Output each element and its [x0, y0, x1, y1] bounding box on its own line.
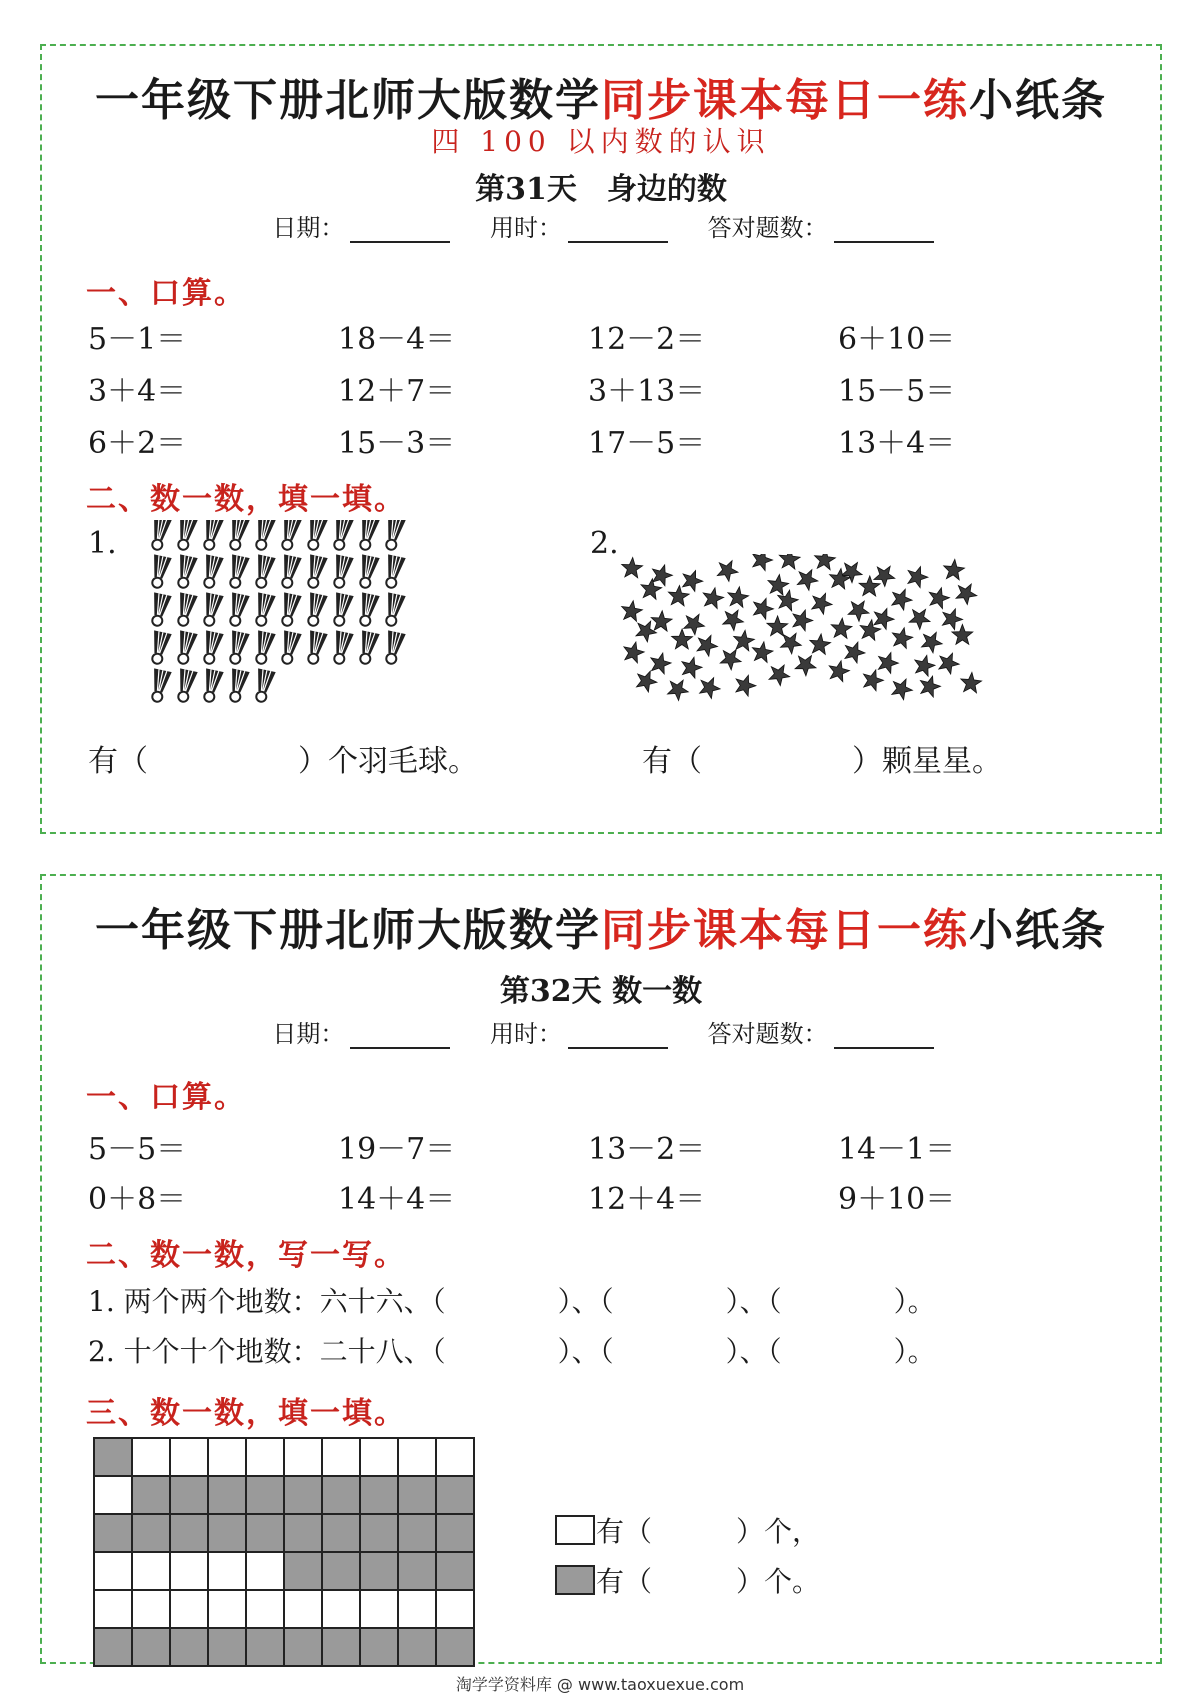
star-icon — [622, 601, 643, 622]
meta-line — [42, 208, 1160, 243]
equation: 5－1＝ — [88, 322, 187, 357]
white-square — [132, 1552, 170, 1590]
star-icon — [668, 586, 689, 606]
shuttlecock-icon — [329, 630, 353, 665]
star-icon — [829, 661, 849, 682]
star-icon — [636, 621, 657, 642]
section-count-fill: 二、数一数，填一填。 — [86, 482, 406, 517]
gray-square — [208, 1476, 246, 1514]
day-title: 第32天 数一数 — [499, 974, 703, 1009]
shuttlecock-icon — [277, 592, 301, 627]
star-icon — [848, 601, 869, 621]
star-icon — [831, 618, 852, 638]
shuttlecock-icon — [173, 520, 197, 551]
gray-square — [132, 1514, 170, 1552]
shuttlecock-icon — [303, 554, 327, 589]
white-square — [132, 1438, 170, 1476]
shuttlecock-icon — [277, 630, 301, 665]
section-mental-math: 一、口算。 — [86, 1080, 246, 1115]
day-title: 第31天 身边的数 — [475, 172, 727, 207]
shuttlecock-icon — [381, 630, 405, 665]
star-icon — [697, 635, 718, 656]
section-count-fill: 三、数一数，填一填。 — [86, 1396, 406, 1431]
star-icon — [797, 570, 818, 591]
shuttlecock-icon — [355, 592, 379, 627]
star-icon — [920, 676, 940, 697]
shuttlecock-icon — [199, 520, 223, 551]
gray-square — [436, 1552, 474, 1590]
title-red: 同步课本每日一练 — [601, 75, 969, 126]
shuttlecock-picture — [120, 520, 420, 720]
shuttlecock-icon — [251, 554, 275, 589]
shuttlecock-icon — [225, 554, 249, 589]
equation: 18－4＝ — [338, 322, 456, 357]
gray-square — [436, 1514, 474, 1552]
question-number-1: 1. — [88, 526, 117, 561]
star-icon — [845, 642, 865, 663]
shuttlecock-icon — [147, 592, 171, 627]
white-square — [246, 1438, 284, 1476]
gray-square — [322, 1476, 360, 1514]
star-icon — [700, 678, 721, 699]
star-icon — [956, 584, 977, 605]
star-icon — [908, 567, 928, 588]
white-square — [284, 1438, 322, 1476]
shuttlecock-icon — [173, 592, 197, 627]
star-icon — [909, 609, 930, 629]
gray-square — [94, 1438, 132, 1476]
date-blank[interactable] — [350, 1023, 450, 1049]
white-square — [170, 1552, 208, 1590]
star-icon — [961, 672, 982, 693]
shuttlecock-icon — [147, 630, 171, 665]
white-square — [170, 1438, 208, 1476]
star-icon — [624, 642, 644, 663]
star-icon — [793, 610, 813, 631]
shuttlecock-icon — [251, 520, 275, 551]
star-icon — [728, 587, 749, 608]
star-icon — [939, 653, 959, 674]
star-icon — [684, 614, 705, 635]
gray-square — [170, 1476, 208, 1514]
question-number-2: 2. — [590, 526, 619, 561]
star-icon — [795, 656, 816, 676]
star-icon — [892, 679, 913, 700]
shuttlecock-icon — [199, 554, 223, 589]
equation: 15－3＝ — [338, 426, 456, 461]
equation: 12＋7＝ — [338, 374, 456, 409]
star-icon — [752, 642, 773, 663]
equation: 17－5＝ — [588, 426, 706, 461]
star-icon — [754, 598, 774, 619]
shuttlecock-icon — [225, 592, 249, 627]
title-black: 一年级下册北师大版数学 — [95, 75, 601, 126]
gray-square — [284, 1552, 322, 1590]
time-blank[interactable] — [568, 217, 668, 243]
star-icon — [768, 575, 789, 596]
white-square — [208, 1438, 246, 1476]
gray-square — [398, 1628, 436, 1666]
gray-square — [436, 1628, 474, 1666]
white-square — [398, 1590, 436, 1628]
shuttlecock-icon — [147, 668, 171, 703]
correct-label: 答对题数： — [707, 1020, 828, 1048]
equation: 5－5＝ — [88, 1132, 187, 1167]
gray-square — [132, 1628, 170, 1666]
star-icon — [769, 665, 790, 686]
gray-square — [436, 1476, 474, 1514]
gray-square — [208, 1628, 246, 1666]
white-square — [208, 1590, 246, 1628]
shuttlecock-icon — [173, 630, 197, 665]
gray-square — [360, 1476, 398, 1514]
shuttlecock-icon — [277, 554, 301, 589]
correct-label: 答对题数： — [707, 214, 828, 242]
title-black: 一年级下册北师大版数学 — [95, 905, 601, 956]
white-square — [436, 1590, 474, 1628]
star-icon — [651, 653, 671, 674]
star-icon — [892, 589, 912, 610]
equation: 13－2＝ — [588, 1132, 706, 1167]
star-icon — [622, 558, 643, 578]
star-icon — [767, 616, 788, 636]
shuttlecock-icon — [199, 630, 223, 665]
shuttlecock-icon — [251, 630, 275, 665]
white-square — [246, 1552, 284, 1590]
equation: 19－7＝ — [338, 1132, 456, 1167]
shuttle-answer-line: 有（ ）个羽毛球。 — [88, 744, 478, 779]
gray-square — [170, 1628, 208, 1666]
shuttlecock-icon — [199, 592, 223, 627]
gray-square — [398, 1514, 436, 1552]
star-icon — [810, 634, 831, 655]
equation: 14－1＝ — [838, 1132, 956, 1167]
shuttlecock-icon — [303, 520, 327, 551]
white-square — [360, 1438, 398, 1476]
worksheet-card-day32 — [40, 874, 1162, 1664]
time-label: 用时： — [490, 1020, 562, 1048]
shuttlecock-icon — [225, 520, 249, 551]
gray-count-answer: 有（ ）个。 — [596, 1565, 821, 1598]
shuttlecock-icon — [147, 520, 171, 551]
star-icon — [922, 632, 943, 653]
shuttlecock-icon — [355, 554, 379, 589]
meta-line — [42, 1014, 1160, 1049]
white-square — [94, 1476, 132, 1514]
shuttlecock-icon — [381, 554, 405, 589]
title-tail: 小纸条 — [969, 905, 1107, 956]
white-square — [322, 1438, 360, 1476]
white-count-answer: 有（ ）个， — [596, 1515, 821, 1548]
white-square — [170, 1590, 208, 1628]
shuttlecock-icon — [355, 520, 379, 551]
gray-square — [284, 1476, 322, 1514]
count-by-tens-line: 2. 十个十个地数：二十八、（ ）、（ ）、（ ）。 — [88, 1335, 936, 1368]
gray-square — [208, 1514, 246, 1552]
time-label: 用时： — [490, 214, 562, 242]
star-answer-line: 有（ ）颗星星。 — [642, 744, 1002, 779]
white-square-legend — [554, 1514, 598, 1548]
gray-square — [246, 1628, 284, 1666]
title-red: 同步课本每日一练 — [601, 905, 969, 956]
star-icon — [753, 554, 773, 571]
gray-square — [246, 1476, 284, 1514]
gray-square — [284, 1514, 322, 1552]
star-icon — [682, 657, 702, 678]
date-label: 日期： — [272, 1020, 345, 1048]
shuttlecock-icon — [381, 592, 405, 627]
shuttlecock-icon — [355, 630, 379, 665]
gray-square — [132, 1476, 170, 1514]
star-icon — [815, 554, 836, 570]
star-icon — [653, 565, 673, 586]
unit-subtitle: 四 100 以内数的认识 — [431, 125, 771, 158]
star-icon — [672, 629, 693, 649]
equation: 9＋10＝ — [838, 1182, 956, 1217]
white-square — [246, 1590, 284, 1628]
equation: 12－2＝ — [588, 322, 706, 357]
gray-square — [284, 1628, 322, 1666]
gray-square — [360, 1552, 398, 1590]
shuttlecock-icon — [381, 520, 405, 551]
shuttlecock-icon — [251, 592, 275, 627]
correct-blank[interactable] — [834, 1023, 934, 1049]
star-icon — [736, 675, 756, 696]
card-title — [42, 64, 1160, 128]
gray-square-legend — [554, 1564, 598, 1598]
star-icon — [703, 588, 724, 609]
star-icon — [944, 559, 965, 580]
equation: 6＋10＝ — [838, 322, 956, 357]
footer-watermark: 淘学学资料库 @ www.taoxuexue.com — [455, 1675, 745, 1694]
white-square — [398, 1438, 436, 1476]
gray-square — [94, 1628, 132, 1666]
star-icon — [637, 671, 657, 692]
gray-square — [360, 1514, 398, 1552]
shuttlecock-icon — [173, 668, 197, 703]
shuttlecock-icon — [303, 630, 327, 665]
white-square — [132, 1590, 170, 1628]
card-title — [42, 894, 1160, 958]
section-mental-math: 一、口算。 — [86, 276, 246, 311]
star-icon — [720, 650, 741, 670]
star-icon — [915, 655, 935, 676]
stars-picture — [618, 554, 1038, 704]
gray-square — [322, 1552, 360, 1590]
star-icon — [892, 628, 912, 649]
shuttlecock-icon — [329, 520, 353, 551]
white-square — [360, 1590, 398, 1628]
star-icon — [779, 554, 800, 569]
title-tail: 小纸条 — [969, 75, 1107, 126]
white-square — [94, 1590, 132, 1628]
worksheet-card-day31 — [40, 44, 1162, 834]
equation: 3＋4＝ — [88, 374, 187, 409]
equation: 0＋8＝ — [88, 1182, 187, 1217]
star-icon — [942, 609, 962, 630]
equation: 12＋4＝ — [588, 1182, 706, 1217]
star-icon — [683, 571, 703, 592]
star-icon — [734, 630, 755, 651]
star-icon — [878, 653, 898, 674]
star-icon — [781, 633, 802, 654]
gray-square — [360, 1628, 398, 1666]
star-icon — [668, 680, 689, 700]
equation: 13＋4＝ — [838, 426, 956, 461]
date-label: 日期： — [272, 214, 345, 242]
shuttlecock-icon — [303, 592, 327, 627]
shuttlecock-icon — [225, 668, 249, 703]
shuttlecock-icon — [225, 630, 249, 665]
square-grid — [92, 1436, 508, 1684]
correct-blank[interactable] — [834, 217, 934, 243]
star-icon — [929, 588, 949, 609]
equation: 14＋4＝ — [338, 1182, 456, 1217]
star-icon — [651, 611, 672, 631]
white-square — [284, 1590, 322, 1628]
gray-square — [246, 1514, 284, 1552]
equation: 15－5＝ — [838, 374, 956, 409]
gray-square — [398, 1552, 436, 1590]
star-icon — [874, 609, 894, 630]
equation: 3＋13＝ — [588, 374, 706, 409]
shuttlecock-icon — [147, 554, 171, 589]
gray-square — [170, 1514, 208, 1552]
shuttlecock-icon — [329, 554, 353, 589]
shuttlecock-icon — [277, 520, 301, 551]
shuttlecock-icon — [173, 554, 197, 589]
gray-square — [322, 1628, 360, 1666]
section-count-write: 二、数一数，写一写。 — [86, 1238, 406, 1273]
star-icon — [864, 670, 884, 691]
star-icon — [812, 593, 832, 614]
white-square — [322, 1590, 360, 1628]
shuttlecock-icon — [329, 592, 353, 627]
star-icon — [717, 561, 738, 582]
white-square — [436, 1438, 474, 1476]
count-by-twos-line: 1. 两个两个地数：六十六、（ ）、（ ）、（ ）。 — [88, 1285, 936, 1318]
equation: 6＋2＝ — [88, 426, 187, 461]
white-square — [94, 1552, 132, 1590]
star-icon — [723, 610, 744, 631]
time-blank[interactable] — [568, 1023, 668, 1049]
shuttlecock-icon — [199, 668, 223, 703]
date-blank[interactable] — [350, 217, 450, 243]
shuttlecock-icon — [251, 668, 275, 703]
white-square — [208, 1552, 246, 1590]
gray-square — [94, 1514, 132, 1552]
gray-square — [398, 1476, 436, 1514]
gray-square — [322, 1514, 360, 1552]
star-icon — [641, 579, 662, 600]
